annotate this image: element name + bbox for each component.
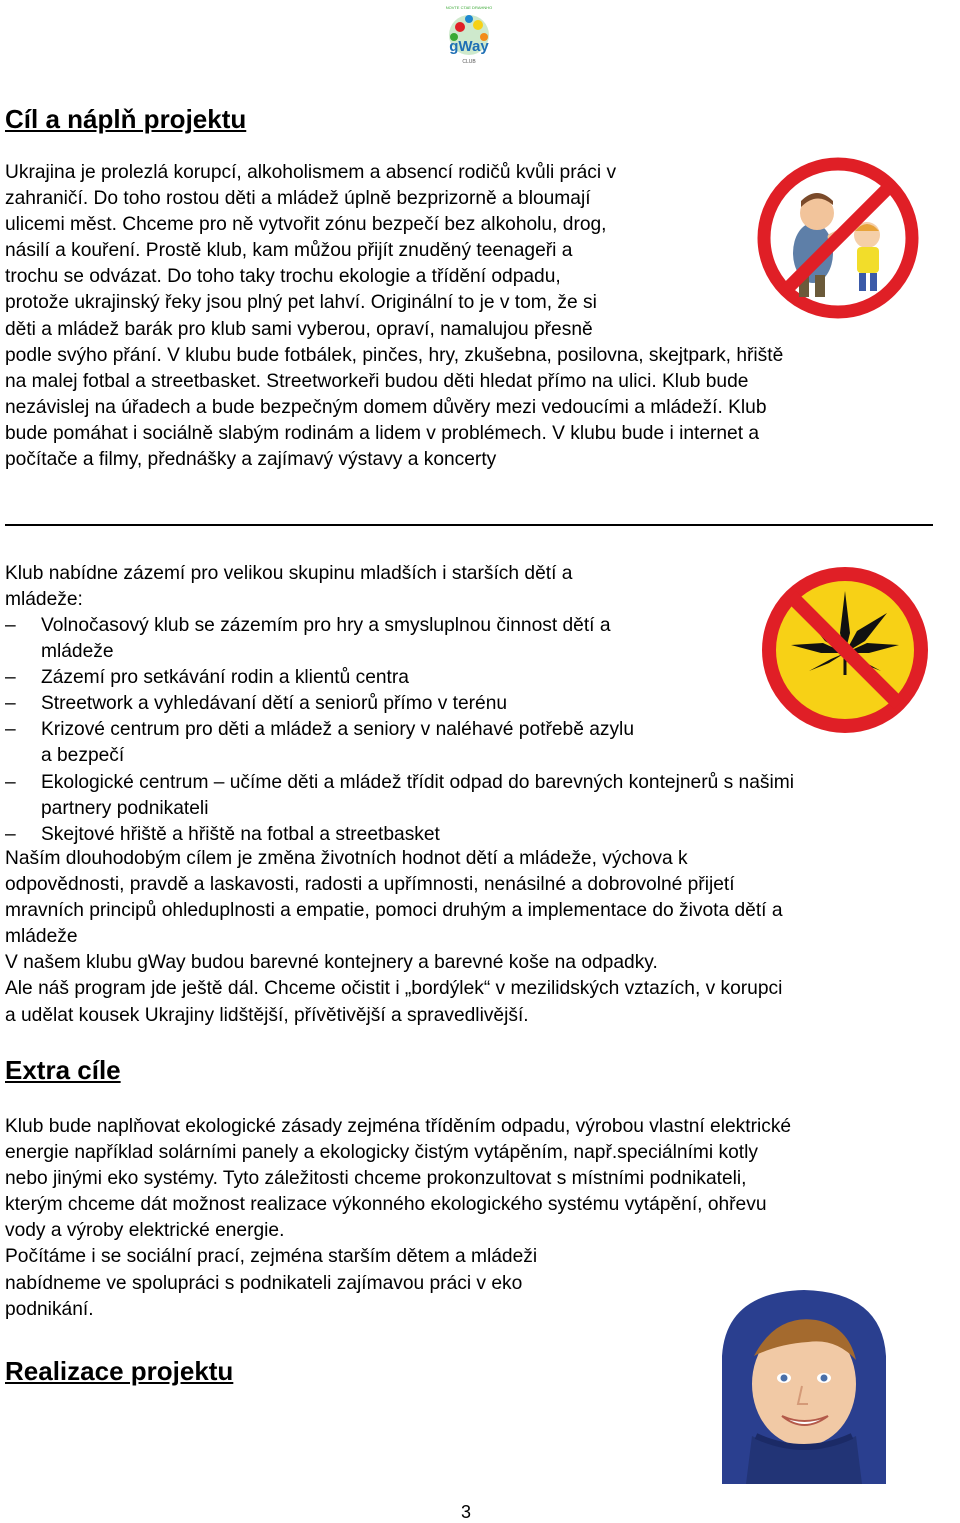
text-line: počítače a filmy, přednášky a zajímavý výstavy a koncerty bbox=[5, 449, 497, 471]
logo-top-text: NOVTE CTAE DRAHNHO bbox=[445, 5, 493, 10]
list-item bbox=[5, 822, 794, 848]
text-line: Klub bude naplňovat ekologické zásady zejména tříděním odpadu, výrobou vlastní elektrické bbox=[5, 1116, 792, 1137]
long-term-paragraph bbox=[5, 846, 783, 1029]
text-line: Klub nabídne zázemí pro velikou skupinu mladších i starších dětí a bbox=[5, 563, 573, 584]
list-item bbox=[5, 613, 794, 665]
club-intro bbox=[5, 561, 572, 613]
list-item-text: Volnočasový klub se zázemím pro hry a smysluplnou činnost dětí a bbox=[41, 615, 611, 636]
text-line: nezávislej na úřadech a bude bezpečným domem důvěry mezi vedoucími a mládeží. Klub bbox=[5, 396, 767, 418]
no-bullying-icon bbox=[755, 155, 921, 321]
text-line: Počítáme i se sociální prací, zejména starším dětem a mládeži bbox=[5, 1246, 538, 1268]
extra-heading: Extra cíle bbox=[5, 1055, 121, 1085]
text-line: odpovědnosti, pravdě a laskavosti, radosti a upřímnosti, nenásilné a dobrovolné přijetí bbox=[5, 874, 735, 896]
list-dash: – bbox=[5, 823, 16, 845]
text-line: trochu se odvázat. Do toho taky trochu ekologie a třídění odpadu, bbox=[5, 266, 561, 288]
text-line: V našem klubu gWay budou barevné kontejnery a barevné koše na odpadky. bbox=[5, 952, 658, 974]
text-line: děti a mládež barák pro klub sami vyberou, opraví, namalujou přesně bbox=[5, 318, 593, 340]
text-line: nabídneme ve spolupráci s podnikateli zajímavou práci v eko bbox=[5, 1272, 523, 1294]
list-item-text: Zázemí pro setkávání rodin a klientů centra bbox=[41, 667, 409, 689]
list-item-text: partnery podnikateli bbox=[41, 797, 209, 819]
text-line: bude pomáhat i sociálně slabým rodinám a lidem v problémech. V klubu bude i internet a bbox=[5, 422, 760, 444]
gway-logo-graphic bbox=[438, 5, 500, 69]
text-line: vody a výroby elektrické energie. bbox=[5, 1220, 285, 1242]
goal-paragraph bbox=[5, 160, 783, 473]
text-line: mravních principů ohleduplnosti a empatie, pomoci druhým a implementace do života dětí a bbox=[5, 900, 783, 922]
boy-photo-graphic bbox=[716, 1286, 890, 1484]
text-line: mládeže: bbox=[5, 589, 83, 611]
no-bullying-sign bbox=[755, 155, 921, 321]
realization-heading: Realizace projektu bbox=[5, 1356, 234, 1386]
page-number: 3 bbox=[461, 1502, 472, 1522]
list-dash: – bbox=[5, 771, 16, 793]
gway-logo bbox=[438, 5, 500, 69]
boy-photo bbox=[716, 1286, 890, 1484]
logo-sub: CLUB bbox=[462, 59, 476, 65]
list-dash: – bbox=[5, 719, 16, 741]
text-line: podnikání. bbox=[5, 1298, 94, 1320]
text-line: nebo jinými eko systémy. Tyto záležitosti chceme prokonzultovat s místními podnikateli, bbox=[5, 1168, 747, 1190]
list-item-text: Ekologické centrum – učíme děti a mládež třídit odpad do barevných kontejnerů s našimi bbox=[41, 771, 794, 793]
list-item bbox=[5, 717, 794, 769]
list-dash: – bbox=[5, 615, 16, 636]
text-line: protože ukrajinský řeky jsou plný pet lahví. Originální to je v tom, že si bbox=[5, 292, 597, 314]
list-item-text: a bezpečí bbox=[41, 745, 125, 767]
list-item-text: Streetwork a vyhledávaní dětí a seniorů přímo v terénu bbox=[41, 693, 508, 715]
list-item-text: Krizové centrum pro děti a mládež a seniory v naléhavé potřebě azylu bbox=[41, 719, 634, 741]
list-dash: – bbox=[5, 667, 16, 689]
list-item bbox=[5, 770, 794, 822]
offer-list bbox=[5, 613, 794, 848]
logo-brand: gWay bbox=[449, 38, 489, 55]
text-line: ulicemi měst. Chceme pro ně vytvořit zónu bezpečí bez alkoholu, drog, bbox=[5, 214, 607, 236]
text-line: a udělat kousek Ukrajiny lidštější, přívětivější a spravedlivější. bbox=[5, 1004, 529, 1026]
text-line: na malej fotbal a streetbasket. Streetworkeři budou děti hledat přímo na ulici. Klub bude bbox=[5, 370, 749, 392]
list-item bbox=[5, 691, 794, 717]
extra-paragraph bbox=[5, 1114, 791, 1323]
list-dash: – bbox=[5, 693, 16, 715]
list-item-text: mládeže bbox=[41, 641, 114, 663]
section-divider bbox=[5, 524, 933, 526]
list-item-text: Skejtové hřiště a hřiště na fotbal a streetbasket bbox=[41, 823, 440, 845]
text-line: Ukrajina je prolezlá korupcí, alkoholismem a absencí rodičů kvůli práci v bbox=[5, 162, 617, 183]
text-line: podle svýho přání. V klubu bude fotbálek, pinčes, hry, zkušebna, posilovna, skejtpark, hřiště bbox=[5, 344, 784, 366]
text-line: násilí a kouření. Prostě klub, kam můžou přijít znuděný teenageři a bbox=[5, 240, 573, 262]
text-line: zahraničí. Do toho rostou děti a mládež úplně bezprizorně a bloumají bbox=[5, 188, 591, 210]
text-line: Naším dlouhodobým cílem je změna životních hodnot dětí a mládeže, výchova k bbox=[5, 848, 688, 869]
text-line: kterým chceme dát možnost realizace výkonného ekologického systému vytápění, ohřevu bbox=[5, 1194, 767, 1216]
text-line: energie například solárními panely a ekologicky čistým vytápěním, např.speciálními kotly bbox=[5, 1142, 758, 1164]
goal-heading: Cíl a náplň projektu bbox=[5, 104, 247, 134]
text-line: Ale náš program jde ještě dál. Chceme očistit i „bordýlek“ v mezilidských vztazích, v korupci bbox=[5, 978, 783, 1000]
list-item bbox=[5, 665, 794, 691]
text-line: mládeže bbox=[5, 926, 78, 948]
